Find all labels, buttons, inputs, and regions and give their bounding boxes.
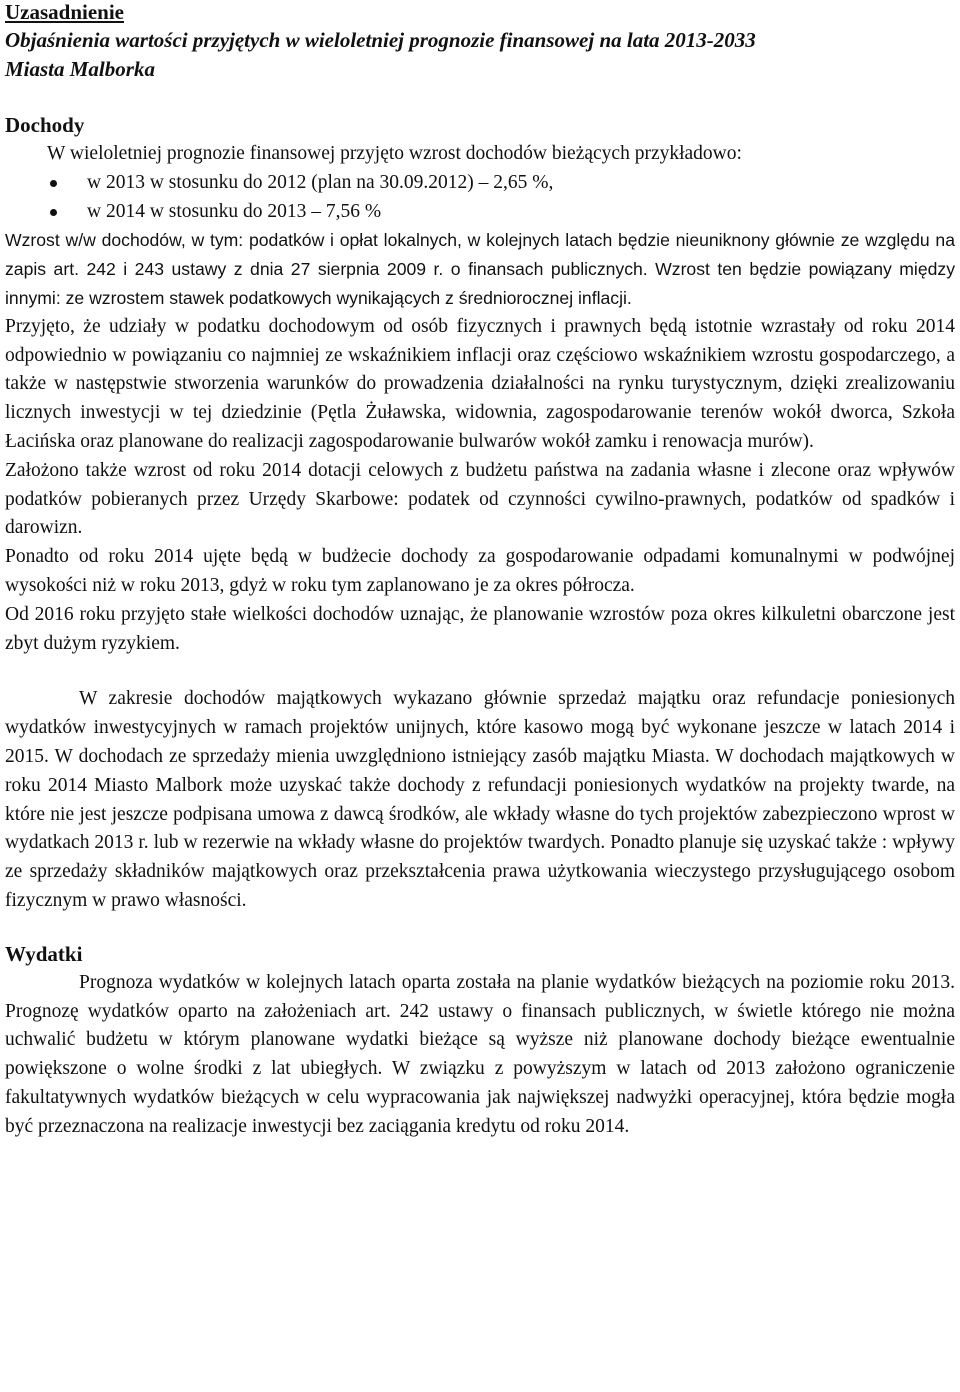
paragraph-odpady: Ponadto od roku 2014 ujęte będą w budżecie dochody za gospodarowanie odpadami komunalnymi w podwójnej wysokości niż w roku 2013, gdyż w roku tym zaplanowano je za okres półrocza.: [5, 546, 955, 596]
bullet-text: w 2013 w stosunku do 2012 (plan na 30.09.2012) – 2,65 %,: [87, 171, 554, 193]
document-subtitle: [5, 26, 955, 84]
paragraph-udzialy: Przyjęto, że udziały w podatku dochodowym od osób fizycznych i prawnych będą istotnie wzrastały od roku 2014 odpowiednio w powiązaniu co najmniej ze wskaźnikiem inflacji oraz częściowo wskaźnikiem wzrostu gospodarczego, a także w następstwie stworzenia warunków do prowadzenia działalności na rynku turystycznym, dzięki zrealizowaniu licznych inwestycji w tej dziedzinie (Pętla Żuławska, widownia, zagospodarowanie terenów wokół dworca, Szkoła Łacińska oraz planowane do realizacji zagospodarowanie bulwarów wokół zamku i renowacja murów).: [5, 315, 955, 452]
paragraph-majatkowe: W zakresie dochodów majątkowych wykazano głównie sprzedaż majątku oraz refundacje poniesionych wydatków inwestycyjnych w ramach projektów unijnych, które kasowo mogą być wykonane jeszcze w latach 2014 i 2015. W dochodach ze sprzedaży mienia uwzględniono istniejący zasób majątku Miasta. W dochodach majątkowych w roku 2014 Miasto Malbork może uzyskać także dochody z refundacji poniesionych wydatków na projekty twarde, na które nie jest jeszcze podpisana umowa z dawcą środków, ale wkłady własne do tych projektów zabezpieczono wprost w wydatkach 2013 r. lub w rezerwie na wkłady własne do projektów twardych. Ponadto planuje się uzyskać także : wpływy ze sprzedaży składników majątkowych oraz przekształcenia prawa użytkowania wieczystego przysługującego osobom fizycznym w prawo własności.: [5, 688, 955, 911]
spacer: [5, 658, 955, 685]
bullet-icon: [50, 209, 57, 216]
subtitle-line-1: Objaśnienia wartości przyjętych w wieloletniej prognozie finansowej na lata 2013-2033: [5, 28, 756, 52]
paragraph-wydatki: Prognoza wydatków w kolejnych latach oparta została na planie wydatków bieżących na poziomie roku 2013. Prognozę wydatków oparto na założeniach art. 242 ustawy o finansach publicznych, w świetle którego nie można uchwalić budżetu w którym planowane wydatki bieżące są wyższe niż planowane dochody bieżące ewentualnie powiększone o wolne środki z lat ubiegłych. W związku z powyższym w latach od 2013 założono ograniczenie fakultatywnych wydatków bieżących w celu wypracowania jak największej nadwyżki operacyjnej, która będzie mogła być przeznaczona na realizacje inwestycji bez zaciągania kredytu od roku 2014.: [5, 971, 955, 1137]
paragraph-2016: Od 2016 roku przyjęto stałe wielkości dochodów uznając, że planowanie wzrostów poza okres kilkuletni obarczone jest zbyt dużym ryzykiem.: [5, 603, 955, 654]
bullet-text: w 2014 w stosunku do 2013 – 7,56 %: [87, 200, 382, 222]
growth-bullet-list: [5, 169, 955, 227]
bullet-item: [5, 169, 955, 198]
bullet-icon: [50, 180, 57, 187]
paragraph-wzrost-part-a: Wzrost w/w dochodów, w tym: podatków i opłat lokalnych, w kolejnych latach będzie nieuniknony głównie ze względu na zapis art. 242 i 243 ustawy z dnia 27 sierpnia 2009 r. o finansach publicznych.: [5, 230, 955, 280]
document-title: Uzasadnienie: [5, 0, 125, 24]
section-heading-dochody: Dochody: [5, 113, 85, 137]
spacer: [5, 84, 955, 111]
section-heading-wydatki: Wydatki: [5, 941, 83, 966]
paragraph-wzrost-part-b: Wzrost ten będzie powiązany między innymi: ze wzrostem stawek podatkowych wynikających z średniorocznej inflacji.: [5, 259, 955, 308]
bullet-item: [5, 198, 955, 227]
spacer: [5, 916, 955, 940]
paragraph-wzrost: [5, 226, 955, 312]
subtitle-line-2: Miasta Malborka: [5, 57, 155, 81]
dochody-intro: W wieloletniej prognozie finansowej przyjęto wzrost dochodów bieżących przykładowo:: [47, 143, 742, 164]
paragraph-dotacje: Założono także wzrost od roku 2014 dotacji celowych z budżetu państwa na zadania własne i zlecone oraz wpływów podatków pobieranych przez Urzędy Skarbowe: podatek od czynności cywilno-prawnych, podatków od spadków i darowizn.: [5, 459, 955, 539]
